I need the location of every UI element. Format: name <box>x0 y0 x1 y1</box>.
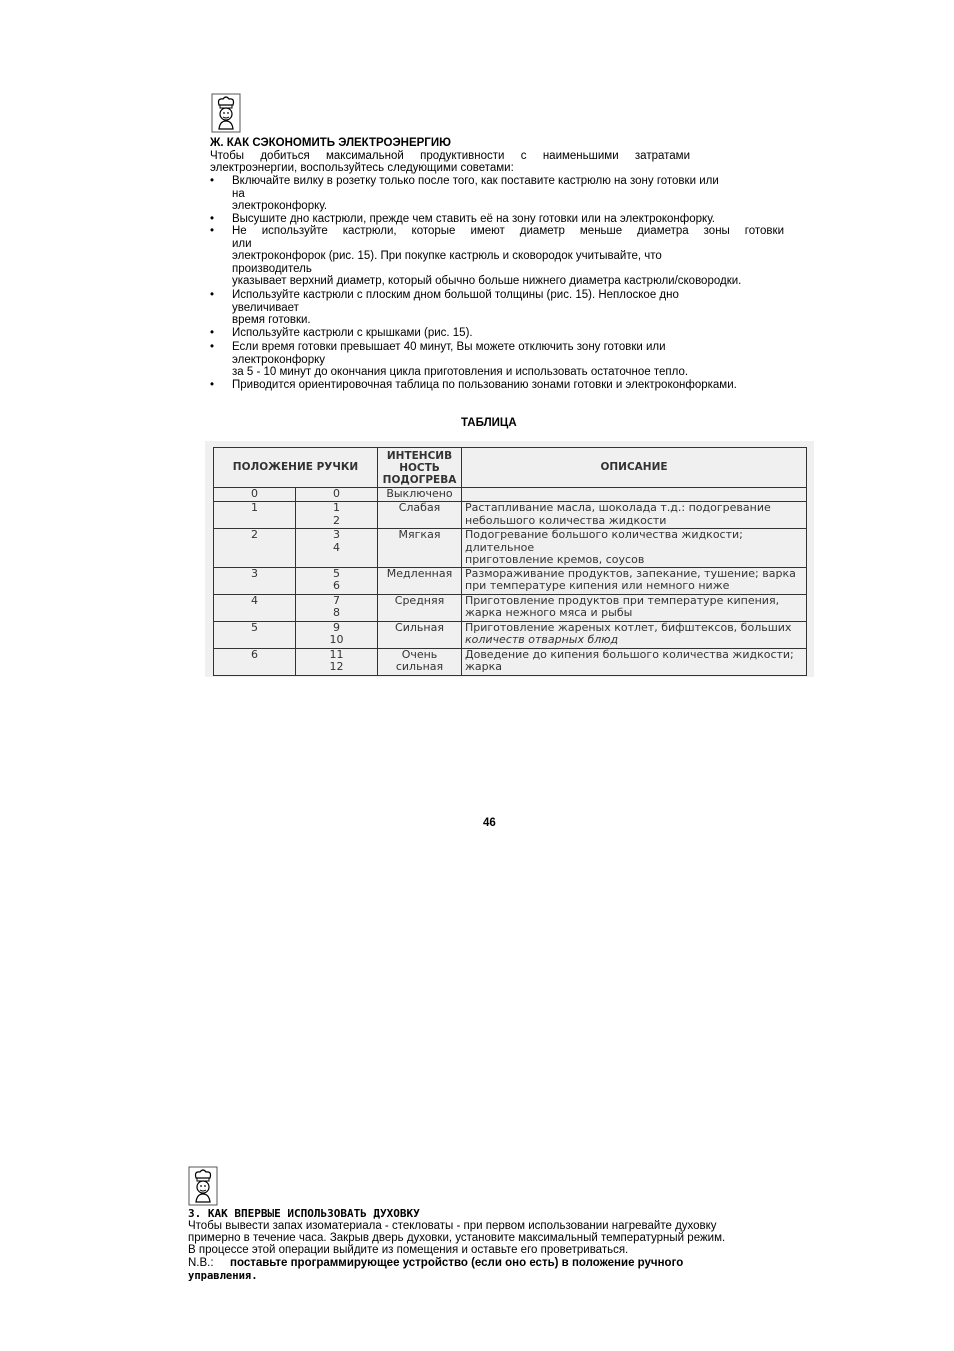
table-row <box>214 502 807 529</box>
cell-line: Доведение до кипения большого количества жидкости; <box>465 647 794 661</box>
bullet-line: указывает верхний диаметр, который обычно больше нижнего диаметра кастрюли/сковородки. <box>232 275 742 287</box>
bullet-item <box>210 379 784 392</box>
cell-line: 7 <box>333 593 340 607</box>
cell-line: при температуре кипения или немного ниже <box>465 579 730 592</box>
cell-line: Очень <box>401 647 438 661</box>
bullet-dot: • <box>210 225 215 237</box>
cell-line: сильная <box>395 660 444 673</box>
bullet-line: Не используйте кастрюли, которые имеют диаметр меньше диаметра зоны готовки <box>232 225 784 237</box>
cell-intensity <box>378 594 462 621</box>
page-number: 46 <box>483 817 496 829</box>
cell-sub-position <box>296 488 378 502</box>
cell-line: 11 <box>329 647 344 661</box>
cell-position: 4 <box>214 594 296 621</box>
oven-line-1: Чтобы вывести запах изоматериала - стекловаты - при первом использовании нагревайте духовку <box>188 1220 717 1232</box>
cell-line: 4 <box>333 540 340 554</box>
intro-line-2: электроэнергии, воспользуйтесь следующими советами: <box>210 162 514 174</box>
bullet-item <box>210 341 784 379</box>
cell-line: Сильная <box>395 620 444 634</box>
cell-position: 5 <box>214 621 296 648</box>
oven-line-3: В процессе этой операции выйдите из помещения и оставьте его проветриваться. <box>188 1244 629 1256</box>
cell-intensity <box>378 529 462 568</box>
cell-intensity <box>378 621 462 648</box>
bullet-dot: • <box>210 327 215 339</box>
bullet-line: за 5 - 10 минут до окончания цикла приготовления и использовать остаточное тепло. <box>232 366 689 378</box>
cell-line: Размораживание продуктов, запекание, тушение; варка <box>465 566 796 580</box>
table-row <box>214 488 807 502</box>
bullet-line: или <box>232 237 252 250</box>
table-row <box>214 621 807 648</box>
bullet-line: Высушите дно кастрюли, прежде чем ставить её на зону готовки или на электроконфорку. <box>232 213 715 225</box>
cell-line: Слабая <box>398 501 441 514</box>
bullet-line: электроконфорок (рис. 15). При покупке кастрюль и сковородок учитывайте, что <box>232 250 662 262</box>
bullet-line: Включайте вилку в розетку только после того, как поставите кастрюлю на зону готовки или <box>232 175 719 187</box>
bullet-line: на <box>232 187 245 200</box>
cell-description <box>462 594 807 621</box>
chef-icon <box>211 93 241 133</box>
section-title-oven: З. КАК ВПЕРВЫЕ ИСПОЛЬЗОВАТЬ ДУХОВКУ <box>188 1207 420 1220</box>
header-description: ОПИСАНИЕ <box>462 448 807 488</box>
table-row <box>214 567 807 594</box>
nb-label: N.B.: <box>188 1257 214 1269</box>
cell-line: 2 <box>333 513 340 527</box>
header-knob-position: ПОЛОЖЕНИЕ РУЧКИ <box>214 448 378 488</box>
bullet-dot: • <box>210 341 215 353</box>
bullet-line: электроконфорку. <box>232 200 328 212</box>
header-intensity: ИНТЕНСИВ НОСТЬ ПОДОГРЕВА <box>378 448 462 488</box>
cell-line: Медленная <box>386 566 453 580</box>
cell-description <box>462 648 807 675</box>
cell-position: 2 <box>214 529 296 568</box>
nb-text: поставьте программирующее устройство (если оно есть) в положение ручного <box>230 1257 684 1269</box>
cell-position: 1 <box>214 502 296 529</box>
bullet-item <box>210 175 784 213</box>
section-title: Ж. КАК СЭКОНОМИТЬ ЭЛЕКТРОЭНЕРГИЮ <box>210 137 451 149</box>
cell-line: Приготовление жареных котлет, бифштексов, больших <box>465 620 792 634</box>
bullet-line: Используйте кастрюли с плоским дном большой толщины (рис. 15). Неплоское дно <box>232 289 679 301</box>
cell-line: 12 <box>329 660 344 673</box>
cell-line: Мягкая <box>398 528 441 541</box>
cell-line: 8 <box>333 606 340 619</box>
cell-line: Подогревание большого количества жидкости; длительное <box>465 528 743 554</box>
heating-table <box>213 447 807 676</box>
oven-line-2: примерно в течение часа. Закрыв дверь духовки, установите максимальный температурный режим. <box>188 1232 726 1244</box>
cell-line: 1 <box>333 501 340 514</box>
cell-line: Средняя <box>394 593 445 607</box>
cell-description <box>462 502 807 529</box>
cell-line: 9 <box>333 620 340 634</box>
bullet-dot: • <box>210 289 215 301</box>
bullet-line: Используйте кастрюли с крышками (рис. 15). <box>232 327 473 339</box>
cell-line: небольшого количества жидкости <box>465 513 667 527</box>
bullet-line: Приводится ориентировочная таблица по пользованию зонами готовки и электроконфорками. <box>232 379 737 391</box>
table-row <box>214 648 807 675</box>
bullet-item <box>210 225 784 288</box>
table-title: ТАБЛИЦА <box>461 417 517 429</box>
bullet-item <box>210 213 784 226</box>
bullet-line: электроконфорку <box>232 353 326 366</box>
cell-line: Приготовление продуктов при температуре кипения, <box>465 593 780 607</box>
bullet-item <box>210 289 784 327</box>
bullet-item <box>210 327 784 340</box>
cell-line: 3 <box>333 528 340 541</box>
cell-position: 3 <box>214 567 296 594</box>
intro-line-1: Чтобы добиться максимальной продуктивности с наименьшими затратами <box>210 150 690 162</box>
cell-line: Выключено <box>386 487 453 500</box>
cell-line: Растапливание масла, шоколада т.д.: подогревание <box>465 501 771 514</box>
bullet-dot: • <box>210 379 215 391</box>
cell-intensity <box>378 488 462 502</box>
cell-line: 5 <box>333 566 340 580</box>
cell-line: жарка <box>465 660 503 673</box>
cell-line: 10 <box>329 633 344 646</box>
cell-sub-position <box>296 502 378 529</box>
cell-line: жарка нежного мяса и рыбы <box>465 606 633 619</box>
cell-position: 0 <box>214 488 296 502</box>
cell-line: приготовление кремов, соусов <box>465 553 645 566</box>
bullet-line: время готовки. <box>232 314 311 326</box>
cell-line: количеств отварных блюд <box>465 633 619 646</box>
table-row <box>214 594 807 621</box>
cell-description <box>462 621 807 648</box>
cell-description <box>462 567 807 594</box>
cell-description <box>462 488 807 502</box>
cell-intensity <box>378 502 462 529</box>
chef-icon <box>188 1166 218 1206</box>
cell-sub-position <box>296 594 378 621</box>
cell-sub-position <box>296 621 378 648</box>
bullet-dot: • <box>210 213 215 225</box>
cell-sub-position <box>296 648 378 675</box>
bullet-line: производитель <box>232 262 312 275</box>
cell-intensity <box>378 567 462 594</box>
bullet-line: увеличивает <box>232 301 299 314</box>
cell-description <box>462 529 807 568</box>
cell-sub-position <box>296 529 378 568</box>
cell-line: 6 <box>333 579 340 592</box>
nb-text-2: управления. <box>188 1270 258 1282</box>
cell-line: 0 <box>333 487 340 500</box>
bullet-line: Если время готовки превышает 40 минут, Вы можете отключить зону готовки или <box>232 341 666 353</box>
bullet-dot: • <box>210 175 215 187</box>
table-row <box>214 529 807 568</box>
cell-intensity <box>378 648 462 675</box>
cell-sub-position <box>296 567 378 594</box>
cell-position: 6 <box>214 648 296 675</box>
